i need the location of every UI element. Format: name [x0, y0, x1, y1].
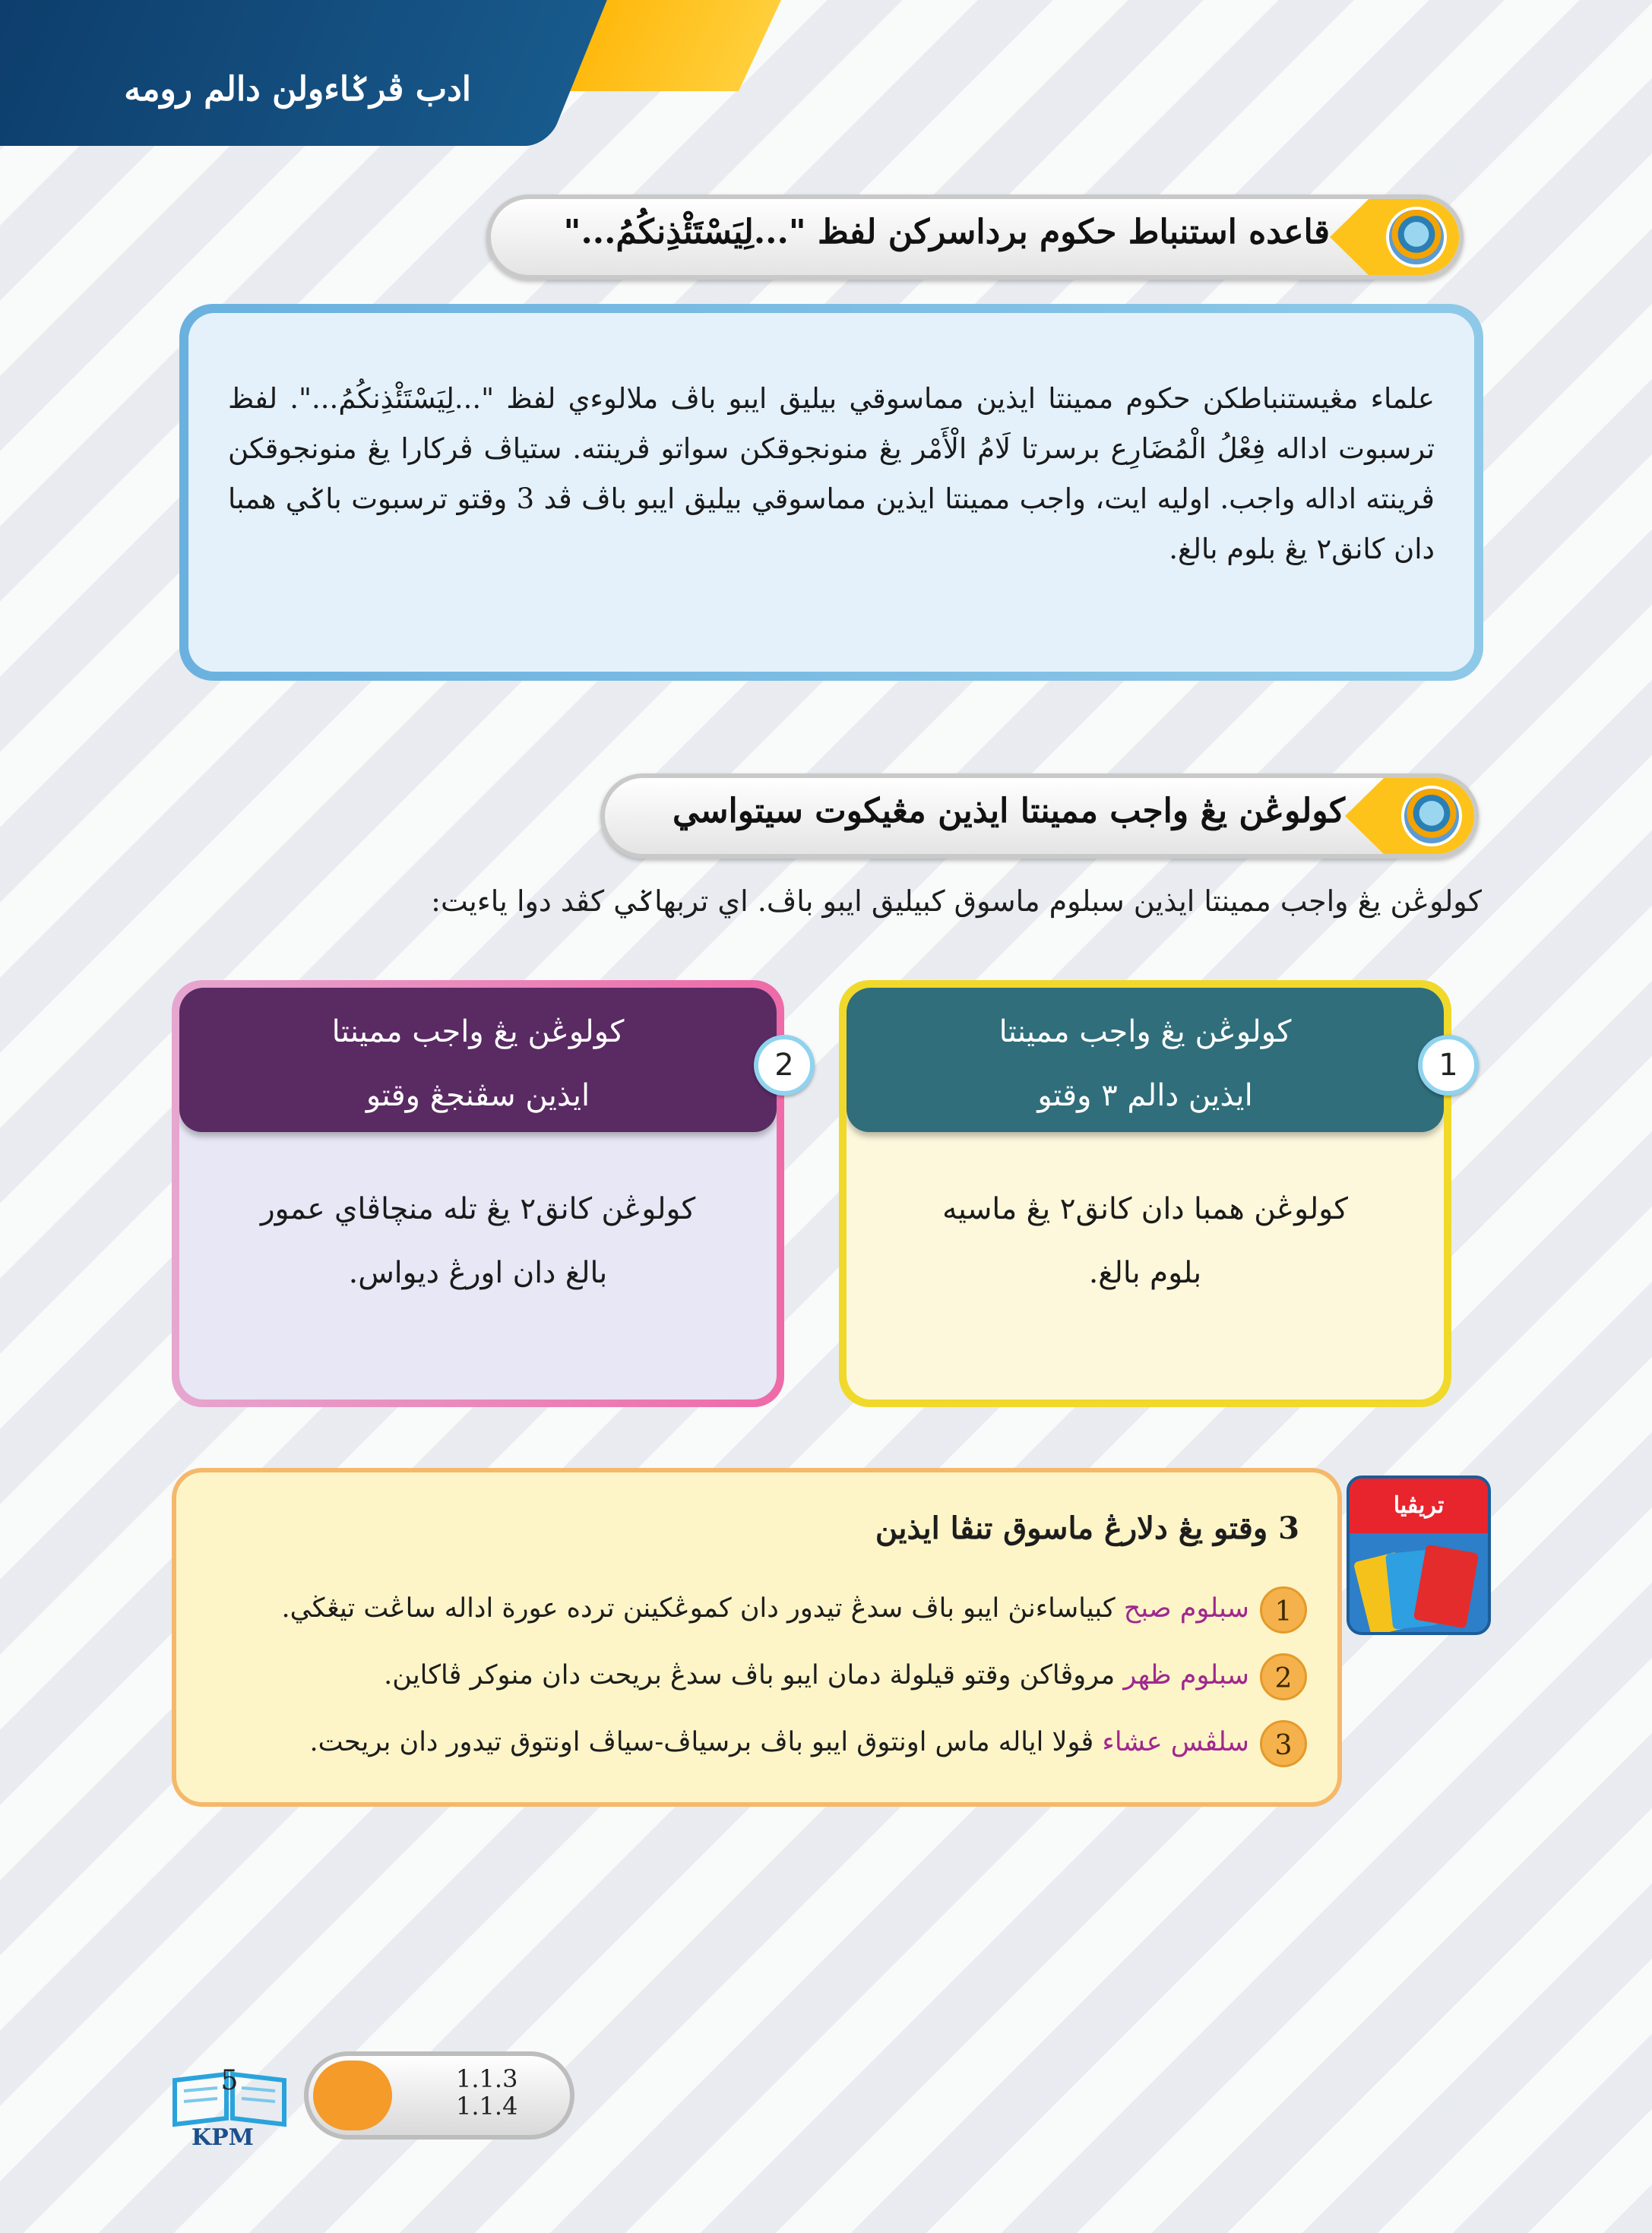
trivia-badge — [1347, 1475, 1491, 1635]
trivia-item-2-text: مروڤاکن وقتو قيلولة دمان ايبو باڤ سدڠ بريحت دان منوکر ڤاکاين. — [384, 1660, 1116, 1691]
card-1-heading-line2: ايذين دالم ٣ وقتو — [1037, 1078, 1253, 1113]
trivia-item-2 — [384, 1649, 1307, 1702]
trivia-item-1 — [281, 1582, 1307, 1635]
card-2-number-badge: 2 — [754, 1035, 815, 1096]
card-1-header — [847, 988, 1444, 1132]
folder-icon — [313, 2061, 392, 2130]
trivia-item-2-number: 2 — [1260, 1653, 1307, 1700]
trivia-item-3-text: ڤولا اياله ماس اونتوق ايبو باڤ برسياڤ-سياڤ اونتوق تيدور دان بريحت. — [309, 1727, 1094, 1757]
section2-title: کولوڠن يڠ واجب ممينتا ايذين مڠيکوت سيتواسي — [672, 792, 1345, 830]
card-2-body-line1: کولوڠن کانق٢ يڠ تله منچاڤاي عمور — [260, 1192, 696, 1226]
card-2-heading-line2: ايذين سڤنجڠ وقتو — [366, 1078, 590, 1113]
card-2-body — [210, 1178, 746, 1305]
card-2-body-line2: بالغ دان اورڠ ديواس. — [348, 1256, 608, 1290]
card-1-body-line2: بلوم بالغ. — [1088, 1256, 1202, 1290]
trivia-title: 3 وقتو يڠ دلارڠ ماسوق تنڤا ايذين — [875, 1510, 1299, 1546]
publisher-logo-text: KPM — [191, 2124, 254, 2151]
trivia-item-3-highlight: سلڤس عشاء — [1102, 1727, 1249, 1757]
section2-intro: کولوڠن يڠ واجب ممينتا ايذين سبلوم ماسوق کبيليق ايبو باڤ. اي تربهاݢي کڤد دوا ياءيت: — [431, 884, 1482, 918]
rule-paragraph: علماء مڠيستنباطکن حکوم ممينتا ايذين مماسوقي بيليق ايبو باڤ ملالوءي لفظ "...لِيَسْتَئْذِنكُمُ...". لفظ ترسبوت اداله فِعْلُ الْمُضَارِع برسرتا لَامُ الْأَمْر يڠ منونجوقکن سواتو ڤرينته. ستياڤ ڤرکارا يڠ منونجوقکن ڤرينته اداله واجب. اوليه ايت، واجب ممينتا ايذين مماسوقي بيليق ايبو باڤ ڤد 3 وقتو ترسبوت باݢي همبا دان کانق٢ يڠ بلوم بالغ. — [228, 382, 1435, 565]
standard-code-2: 1.1.4 — [456, 2092, 518, 2121]
card-1-heading-line1: کولوڠن يڠ واجب ممينتا — [998, 1014, 1292, 1049]
trivia-item-1-text: کبياساءنڽ ايبو باڤ سدڠ تيدور دان کموڠکينن ترده عورة اداله ساڠت تيڠڬي. — [281, 1593, 1116, 1624]
trivia-item-1-highlight: سبلوم صبح — [1123, 1593, 1249, 1624]
page-number: 5 — [220, 2065, 239, 2096]
section2-header — [600, 773, 1479, 859]
section1-title: قاعده استنباط حکوم برداسرکن لفظ "...لِيَسْتَئْذِنكُمُ..." — [563, 213, 1330, 251]
card-1-number-badge: 1 — [1418, 1035, 1479, 1096]
trivia-item-1-number: 1 — [1260, 1586, 1307, 1634]
standard-codes — [456, 2065, 517, 2120]
trivia-item-2-highlight: سبلوم ظهر — [1123, 1660, 1249, 1691]
card-1-body-line1: کولوڠن همبا دان کانق٢ يڠ ماسيه — [942, 1192, 1348, 1226]
gear-icon — [1401, 786, 1462, 846]
trivia-badge-label: تريڤيا — [1350, 1479, 1488, 1533]
card-2-heading-line1: کولوڠن يڠ واجب ممينتا — [331, 1014, 625, 1049]
trivia-item-3-number: 3 — [1260, 1720, 1307, 1767]
category-card-2 — [172, 980, 784, 1407]
section1-header — [486, 195, 1464, 280]
trivia-box — [172, 1468, 1342, 1807]
gear-icon — [1386, 207, 1447, 267]
rule-info-box — [179, 304, 1483, 681]
standard-code-1: 1.1.3 — [456, 2064, 518, 2093]
card-1-body — [877, 1178, 1413, 1305]
card-2-header — [179, 988, 777, 1132]
category-card-1 — [839, 980, 1451, 1407]
trivia-item-3 — [310, 1716, 1308, 1769]
chapter-title: ادب ڤرݢاءولن دالم رومه — [124, 70, 471, 109]
